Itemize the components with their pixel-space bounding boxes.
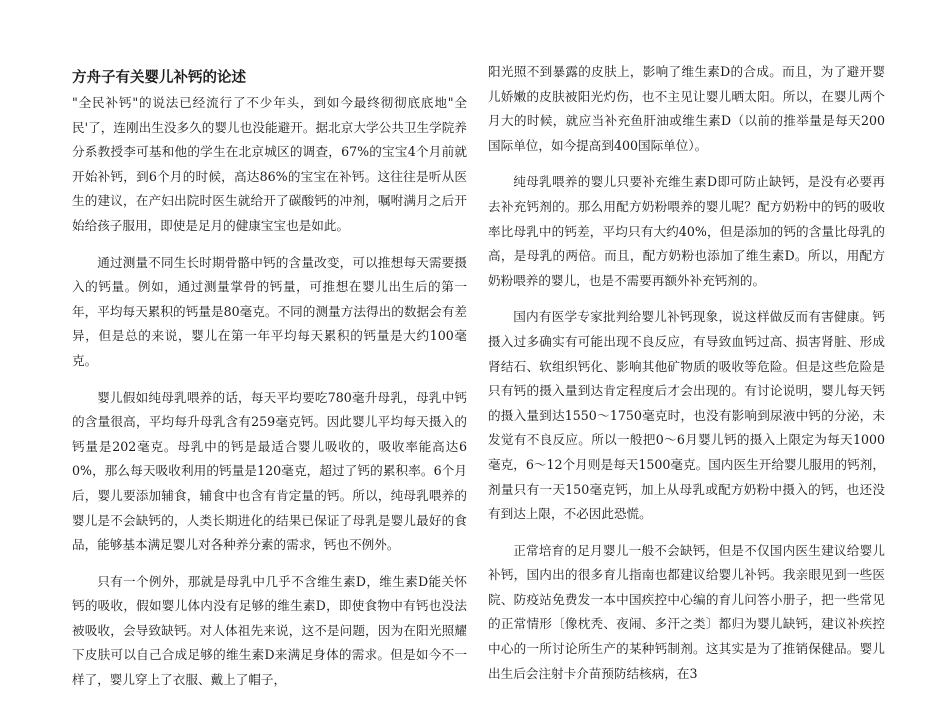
paragraph: 阳光照不到暴露的皮肤上，影响了维生素D的合成。而且，为了避开婴儿娇嫩的皮肤被阳光灼伤，也不主见让婴儿晒太阳。所以，在婴儿两个月大的时候，就应当补充鱼肝油或维生素D（以前的推举量是每天200国际单位，如今提高到400国际单位）。 xyxy=(488,64,885,153)
paragraph: 正常培育的足月婴儿一般不会缺钙，但是不仅国内医生建议给婴儿补钙，国内出的很多育儿指南也都建议给婴儿补钙。我亲眼见到一些医院、防疫站免费发一本中国疾控中心编的育儿问答小册子，把一些常见的正常情形〔像枕秃、夜闹、多汗之类〕都归为婴儿缺钙，建议补疾控中心的一所讨论所生产的某种钙制剂。这其实是为了推销保健品。婴儿出生后会注射卡介苗预防结核病，在3 xyxy=(488,542,885,681)
paragraph: 纯母乳喂养的婴儿只要补充维生素D即可防止缺钙，是没有必要再去补充钙剂的。那么用配方奶粉喂养的婴儿呢？配方奶粉中的钙的吸收率比母乳中的钙差，平均只有大约40%，但是添加的钙的含量比母乳的高，是母乳的两倍。而且，配方奶粉也添加了维生素D。所以，用配方奶粉喂养的婴儿，也是不需要再额外补充钙剂的。 xyxy=(488,174,885,288)
right-column xyxy=(488,60,885,698)
paragraph: 只有一个例外，那就是母乳中几乎不含维生素D，维生素D能关怀钙的吸收，假如婴儿体内没有足够的维生素D，即使食物中有钙也没法被吸收，会导致缺钙。对人体祖先来说，这不是问题，因为在阳光照耀下皮肤可以自己合成足够的维生素D来满足身体的需求。但是如今不一样了，婴儿穿上了衣服、戴上了帽子， xyxy=(72,573,467,688)
paragraph: "全民补钙"的说法已经流行了不少年头，到如今最终彻彻底底地"全民'了，连刚出生没多久的婴儿也没能避开。据北京大学公共卫生学院养分系教授李可基和他的学生在北京城区的调查，67%的宝宝4个月前就开始补钙，到6个月的时候，高达86%的宝宝在补钙。这往往是听从医生的建议，在产妇出院时医生就给开了碳酸钙的冲剂，嘱咐满月之后开始给孩子服用，即使是足月的健康宝宝也是如此。 xyxy=(72,95,467,233)
paragraph: 通过测量不同生长时期骨骼中钙的含量改变，可以推想每天需要摄入的钙量。例如，通过测量掌骨的钙量，可推想在婴儿出生后的第一年，平均每天累积的钙量是80毫克。不同的测量方法得出的数据会有差异，但是总的来说，婴儿在第一年平均每天累积的钙量是大约100毫克。 xyxy=(72,254,467,368)
left-column xyxy=(72,60,467,705)
paragraph: 婴儿假如纯母乳喂养的话，每天平均要吃780毫升母乳，母乳中钙的含量很高，平均每升母乳含有259毫克钙。因此婴儿平均每天摄入的钙量是202毫克。母乳中的钙是最适合婴儿吸收的，吸收率能高达60%，那么每天吸收利用的钙量是120毫克，超过了钙的累积率。6个月后，婴儿要添加辅食，辅食中也含有肯定量的钙。所以，纯母乳喂养的婴儿是不会缺钙的，人类长期进化的结果已保证了母乳是婴儿最好的食品，能够基本满足婴儿对各种养分素的需求，钙也不例外。 xyxy=(72,389,467,553)
document-title: 方舟子有关婴儿补钙的论述 xyxy=(72,70,246,86)
paragraph: 国内有医学专家批判给婴儿补钙现象，说这样做反而有害健康。钙摄入过多确实有可能出现不良反应，有导致血钙过高、损害肾脏、形成肾结石、软组织钙化、影响其他矿物质的吸收等危险。但是这些危险是只有钙的摄入量到达肯定程度后才会出现的。有讨论说明，婴儿每天钙的摄入量到达1550～1750毫克时，也没有影响到尿液中钙的分泌，未发觉有不良反应。所以一般把0～6月婴儿钙的摄入上限定为每天1000毫克，6～12个月则是每天1500毫克。国内医生开给婴儿服用的钙剂，剂量只有一天150毫克钙，加上从母乳或配方奶粉中摄入的钙，也还没有到达上限，不必因此恐慌。 xyxy=(488,309,885,522)
